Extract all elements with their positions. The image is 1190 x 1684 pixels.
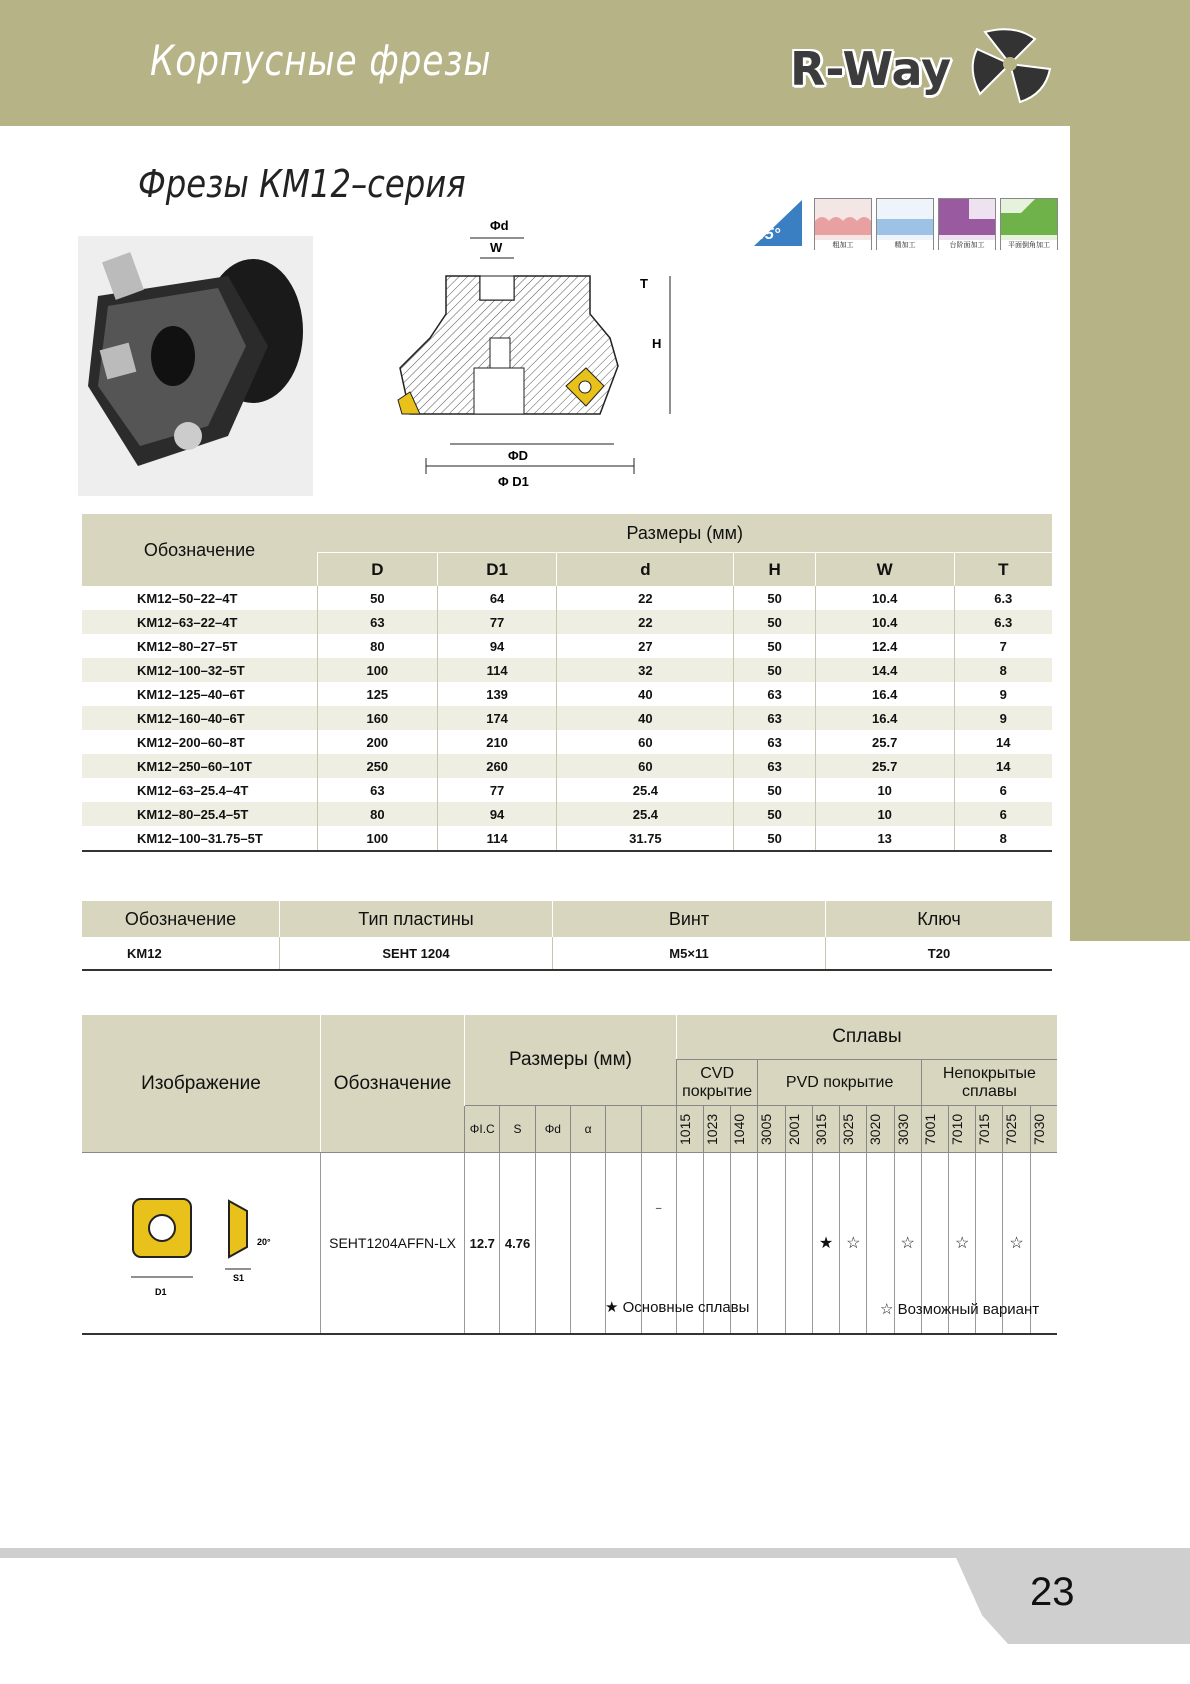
cell-D: 125 [318, 682, 438, 706]
shoulder-icon [938, 198, 996, 250]
cell-H: 63 [734, 706, 816, 730]
cell-T: 8 [954, 826, 1052, 851]
insert-dim-header: α [570, 1106, 605, 1153]
parts-insert-type: SEHT 1204 [280, 937, 553, 970]
parts-header-screw: Винт [553, 901, 826, 937]
parts-table [82, 901, 1052, 971]
cell-W: 16.4 [815, 682, 954, 706]
grade-header [1003, 1106, 1030, 1153]
legend-main-alloys: ★ Основные сплавы [605, 1299, 750, 1316]
drawing-label-h: H [652, 336, 662, 351]
pvd-header: PVD покрытие [758, 1060, 921, 1106]
grade-label: 3025 [840, 1113, 857, 1145]
grade-mark-3030: ☆ [894, 1153, 921, 1335]
grade-header [676, 1106, 703, 1153]
cell-H: 50 [734, 634, 816, 658]
legend-optional-alloys: ☆ Возможный вариант [880, 1301, 1040, 1318]
table-row [82, 778, 1052, 802]
cell-D: 80 [318, 802, 438, 826]
parts-screw: M5×11 [553, 937, 826, 970]
grade-header [867, 1106, 894, 1153]
col-header-D: D [318, 553, 438, 587]
grade-header [976, 1106, 1003, 1153]
cell-D: 63 [318, 778, 438, 802]
cell-T: 14 [954, 754, 1052, 778]
parts-header-designation: Обозначение [82, 901, 280, 937]
table-row [82, 754, 1052, 778]
cell-W: 10 [815, 778, 954, 802]
row-designation: KM12–100–31.75–5T [82, 826, 318, 851]
cell-D1: 94 [437, 802, 557, 826]
cell-D1: 77 [437, 610, 557, 634]
cell-D1: 174 [437, 706, 557, 730]
drawing-label-D: ΦD [508, 448, 529, 463]
chamfer-icon [1000, 198, 1058, 250]
cell-D: 160 [318, 706, 438, 730]
cell-D: 100 [318, 658, 438, 682]
insert-dim-header: S [500, 1106, 535, 1153]
cell-D1: 139 [437, 682, 557, 706]
cell-W: 16.4 [815, 706, 954, 730]
grade-mark-7010: ☆ [949, 1153, 976, 1335]
chamfer-label: 平面倒角加工 [1001, 240, 1057, 250]
row-designation: KM12–250–60–10T [82, 754, 318, 778]
cvd-header: CVD покрытие [676, 1060, 758, 1106]
insert-label-angle: 20° [256, 1236, 271, 1247]
dimensions-group-header: Размеры (мм) [318, 514, 1053, 553]
table-row [82, 730, 1052, 754]
drawing-label-w: W [490, 240, 503, 255]
grade-header [1030, 1106, 1057, 1153]
drawing-label-D1: Φ D1 [498, 474, 529, 489]
grade-cell-2001 [785, 1153, 812, 1335]
page-number: 23 [1030, 1570, 1075, 1614]
cell-d: 40 [557, 706, 734, 730]
cell-D: 80 [318, 634, 438, 658]
cell-D1: 114 [437, 658, 557, 682]
cell-T: 9 [954, 706, 1052, 730]
cell-D: 63 [318, 610, 438, 634]
grade-label: 1040 [731, 1113, 748, 1145]
logo-text: R-Way [790, 42, 952, 96]
grade-header [704, 1106, 731, 1153]
cell-d: 25.4 [557, 802, 734, 826]
angle-45-icon [752, 198, 804, 248]
cell-D: 50 [318, 586, 438, 610]
cell-T: 6.3 [954, 586, 1052, 610]
insert-dim-header: Φd [535, 1106, 570, 1153]
insert-drawing [101, 1181, 301, 1301]
cell-W: 12.4 [815, 634, 954, 658]
cell-H: 50 [734, 826, 816, 851]
cutter-drawing [390, 218, 680, 498]
insert-dim-header: ΦI.C [465, 1106, 500, 1153]
drawing-label-d: Φd [490, 218, 509, 233]
col-header-H: H [734, 553, 816, 587]
cell-W: 25.7 [815, 730, 954, 754]
cell-T: 14 [954, 730, 1052, 754]
parts-key: T20 [826, 937, 1053, 970]
cell-d: 60 [557, 754, 734, 778]
cell-d: 40 [557, 682, 734, 706]
roughing-label: 粗加工 [815, 240, 871, 250]
cell-W: 25.7 [815, 754, 954, 778]
cell-d: 22 [557, 610, 734, 634]
grade-label: 7015 [976, 1113, 993, 1145]
cell-H: 50 [734, 658, 816, 682]
designation-header: Обозначение [82, 514, 318, 586]
shoulder-label: 台阶面加工 [939, 240, 995, 250]
grade-cell-3005 [758, 1153, 785, 1335]
row-designation: KM12–125–40–6T [137, 686, 245, 702]
cell-H: 63 [734, 682, 816, 706]
table-row [82, 682, 1052, 706]
col-header-d: d [557, 553, 734, 587]
cell-D: 250 [318, 754, 438, 778]
cell-d: 27 [557, 634, 734, 658]
cell-T: 6 [954, 802, 1052, 826]
cell-W: 10 [815, 802, 954, 826]
grade-label: 3005 [758, 1113, 775, 1145]
insert-dim-header-blank [606, 1106, 641, 1153]
grade-header [812, 1106, 839, 1153]
row-designation: KM12–80–25.4–5T [82, 802, 318, 826]
cell-W: 10.4 [815, 610, 954, 634]
cell-H: 50 [734, 802, 816, 826]
product-photo [78, 236, 313, 496]
cell-H: 50 [734, 610, 816, 634]
grade-mark-3025: ☆ [840, 1153, 867, 1335]
cell-W: 10.4 [815, 586, 954, 610]
grade-label: 7025 [1003, 1113, 1020, 1145]
side-band [1070, 126, 1190, 941]
grade-label: 1023 [704, 1113, 721, 1145]
insert-ic: 12.7 [465, 1153, 500, 1335]
cell-T: 6.3 [954, 610, 1052, 634]
insert-label-s1: S1 [232, 1272, 244, 1283]
cell-d: 25.4 [557, 778, 734, 802]
insert-dim-header-blank [641, 1106, 676, 1153]
cell-D1: 64 [437, 586, 557, 610]
row-designation: KM12–63–25.4–4T [137, 782, 249, 798]
image-header: Изображение [82, 1015, 320, 1153]
drawing-label-t: T [640, 276, 648, 291]
roughing-icon [814, 198, 872, 250]
uncoated-header: Непокрытые сплавы [921, 1060, 1057, 1106]
insert-alpha [570, 1153, 605, 1335]
section-title: Корпусные фрезы [150, 36, 492, 85]
insert-dims-header: Размеры (мм) [465, 1015, 677, 1106]
col-header-T: T [954, 553, 1052, 587]
cell-W: 14.4 [815, 658, 954, 682]
cell-H: 63 [734, 754, 816, 778]
cell-D1: 260 [437, 754, 557, 778]
insert-table [82, 1015, 1057, 1335]
cell-d: 32 [557, 658, 734, 682]
table-row [82, 706, 1052, 730]
cell-d: 60 [557, 730, 734, 754]
cell-H: 63 [734, 730, 816, 754]
table-row [82, 826, 1052, 851]
cell-D1: 94 [437, 634, 557, 658]
row-designation: KM12–160–40–6T [82, 706, 318, 730]
grade-label: 7010 [949, 1113, 965, 1145]
cell-H: 50 [734, 778, 816, 802]
cell-D1: 77 [437, 778, 557, 802]
grade-mark-3015: ★ [812, 1153, 839, 1335]
angle-badge-label: 45° [756, 226, 781, 243]
cell-W: 13 [815, 826, 954, 851]
parts-designation: KM12 [82, 937, 280, 970]
cell-d: 22 [557, 586, 734, 610]
grade-header [840, 1106, 867, 1153]
alloys-header: Сплавы [676, 1015, 1057, 1060]
insert-d [535, 1153, 570, 1335]
parts-header-insert-type: Тип пластины [280, 901, 553, 937]
grade-header [731, 1106, 758, 1153]
grade-label: 3030 [894, 1113, 911, 1145]
cell-T: 8 [954, 658, 1052, 682]
grade-label: 7030 [1030, 1113, 1047, 1145]
cell-D: 100 [318, 826, 438, 851]
grade-label: 3020 [867, 1113, 884, 1145]
table-row [82, 802, 1052, 826]
grade-header [949, 1106, 976, 1153]
grade-header [894, 1106, 921, 1153]
cell-D1: 210 [437, 730, 557, 754]
cell-D: 200 [318, 730, 438, 754]
finishing-icon [876, 198, 934, 250]
dimensions-table [82, 514, 1052, 852]
insert-image-cell [82, 1153, 320, 1335]
row-designation: KM12–80–27–5T [137, 638, 238, 654]
cell-d: 31.75 [557, 826, 734, 851]
row-designation: KM12–100–32–5T [82, 658, 318, 682]
grade-header [921, 1106, 948, 1153]
cell-H: 50 [734, 586, 816, 610]
table-row [82, 634, 1052, 658]
finishing-label: 精加工 [877, 240, 933, 250]
table-row [82, 610, 1052, 634]
parts-header-key: Ключ [826, 901, 1053, 937]
cell-D1: 114 [437, 826, 557, 851]
grade-header [758, 1106, 785, 1153]
insert-designation-header: Обозначение [320, 1015, 464, 1153]
col-header-D1: D1 [437, 553, 557, 587]
insert-s: 4.76 [500, 1153, 535, 1335]
table-row [82, 658, 1052, 682]
cell-T: 7 [954, 634, 1052, 658]
cell-T: 6 [954, 778, 1052, 802]
insert-designation: SEHT1204AFFN-LX [320, 1153, 464, 1335]
logo-emblem-icon [965, 24, 1055, 104]
row-designation: KM12–200–60–8T [137, 734, 245, 750]
cell-T: 9 [954, 682, 1052, 706]
grade-label: 2001 [785, 1113, 802, 1145]
grade-label: 3015 [812, 1113, 829, 1145]
page-title: Фрезы КМ12–серия [138, 162, 466, 206]
insert-label-d1: D1 [154, 1286, 167, 1297]
grade-mark-7025: ☆ [1003, 1153, 1030, 1335]
insert-dash: – [641, 1153, 676, 1335]
grade-header [785, 1106, 812, 1153]
grade-label: 7001 [921, 1113, 938, 1145]
row-designation: KM12–63–22–4T [82, 610, 318, 634]
grade-label: 1015 [676, 1113, 693, 1145]
table-row [82, 586, 1052, 610]
row-designation: KM12–50–22–4T [137, 590, 238, 606]
col-header-W: W [815, 553, 954, 587]
